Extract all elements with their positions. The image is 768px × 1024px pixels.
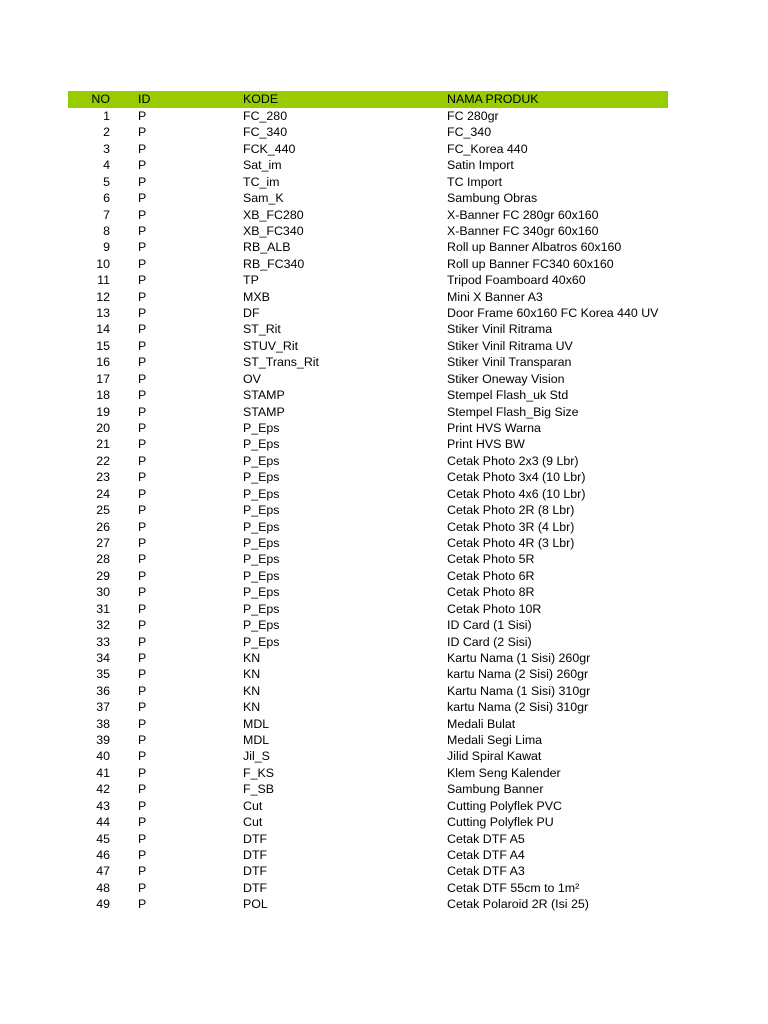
row-kode-cell: P_Eps xyxy=(243,634,280,649)
row-kode-cell: OV xyxy=(243,371,261,386)
row-id-cell: P xyxy=(138,815,147,830)
table-row xyxy=(68,650,668,666)
row-id-cell: P xyxy=(138,256,147,271)
row-kode-cell: STAMP xyxy=(243,404,285,419)
table-row xyxy=(68,289,668,305)
row-no-cell: 39 xyxy=(96,733,110,748)
row-nama-cell: ID Card (2 Sisi) xyxy=(447,634,532,649)
row-id-cell: P xyxy=(138,733,147,748)
row-no-cell: 9 xyxy=(103,240,110,255)
row-nama-cell: Cetak Photo 2R (8 Lbr) xyxy=(447,503,575,518)
row-nama-cell: Cetak Photo 4x6 (10 Lbr) xyxy=(447,486,586,501)
row-id-cell: P xyxy=(138,650,147,665)
row-id-cell: P xyxy=(138,897,147,912)
row-no-cell: 17 xyxy=(96,371,110,386)
row-nama-cell: Cetak Polaroid 2R (Isi 25) xyxy=(447,897,589,912)
row-no-cell: 29 xyxy=(96,568,110,583)
row-kode-cell: FC_280 xyxy=(243,109,288,123)
row-kode-cell: KN xyxy=(243,683,261,698)
row-no-cell: 16 xyxy=(96,355,110,370)
row-nama-cell: Cetak Photo 8R xyxy=(447,585,535,600)
table-row xyxy=(68,141,668,157)
table-row xyxy=(68,124,668,140)
row-id-cell: P xyxy=(138,141,147,156)
row-id-cell: P xyxy=(138,568,147,583)
row-no-cell: 49 xyxy=(96,897,110,912)
row-kode-cell: P_Eps xyxy=(243,421,280,436)
row-id-cell: P xyxy=(138,355,147,370)
row-id-cell: P xyxy=(138,535,147,550)
row-id-cell: P xyxy=(138,338,147,353)
row-no-cell: 34 xyxy=(96,650,110,665)
row-nama-cell: Cetak DTF A3 xyxy=(447,864,525,879)
table-row xyxy=(68,420,668,436)
row-nama-cell: Cutting Polyflek PU xyxy=(447,815,554,830)
header-no: NO xyxy=(91,92,110,106)
row-id-cell: P xyxy=(138,437,147,452)
row-kode-cell: P_Eps xyxy=(243,437,280,452)
row-no-cell: 20 xyxy=(96,421,110,436)
row-id-cell: P xyxy=(138,289,147,304)
row-no-cell: 14 xyxy=(96,322,110,337)
row-no-cell: 38 xyxy=(96,716,110,731)
row-no-cell: 47 xyxy=(96,864,110,879)
row-id-cell: P xyxy=(138,831,147,846)
table-row xyxy=(68,436,668,452)
table-row xyxy=(68,781,668,797)
row-nama-cell: Sambung Banner xyxy=(447,782,544,797)
row-kode-cell: KN xyxy=(243,650,261,665)
row-id-cell: P xyxy=(138,125,147,140)
row-no-cell: 7 xyxy=(103,207,110,222)
row-id-cell: P xyxy=(138,634,147,649)
row-nama-cell: Door Frame 60x160 FC Korea 440 UV xyxy=(447,306,659,321)
row-kode-cell: FC_340 xyxy=(243,125,288,140)
row-id-cell: P xyxy=(138,223,147,238)
row-id-cell: P xyxy=(138,109,147,123)
row-id-cell: P xyxy=(138,519,147,534)
row-no-cell: 18 xyxy=(96,388,110,403)
row-kode-cell: P_Eps xyxy=(243,453,280,468)
table-row xyxy=(68,748,668,764)
row-no-cell: 45 xyxy=(96,831,110,846)
row-no-cell: 3 xyxy=(103,141,110,156)
row-kode-cell: XB_FC280 xyxy=(243,207,304,222)
row-id-cell: P xyxy=(138,306,147,321)
row-kode-cell: FCK_440 xyxy=(243,141,296,156)
table-row xyxy=(68,453,668,469)
table-header-row xyxy=(68,91,668,108)
row-id-cell: P xyxy=(138,453,147,468)
row-kode-cell: F_KS xyxy=(243,765,274,780)
table-row xyxy=(68,666,668,682)
row-kode-cell: ST_Rit xyxy=(243,322,281,337)
row-kode-cell: P_Eps xyxy=(243,519,280,534)
table-row xyxy=(68,765,668,781)
table-row xyxy=(68,371,668,387)
row-no-cell: 13 xyxy=(96,306,110,321)
row-kode-cell: Cut xyxy=(243,815,263,830)
row-id-cell: P xyxy=(138,864,147,879)
row-kode-cell: STUV_Rit xyxy=(243,338,299,353)
table-row xyxy=(68,256,668,272)
row-nama-cell: Stiker Vinil Transparan xyxy=(447,355,572,370)
table-row xyxy=(68,551,668,567)
row-no-cell: 12 xyxy=(96,289,110,304)
table-row xyxy=(68,519,668,535)
table-row xyxy=(68,732,668,748)
row-nama-cell: Cetak Photo 3x4 (10 Lbr) xyxy=(447,470,586,485)
table-row xyxy=(68,338,668,354)
table-row xyxy=(68,174,668,190)
row-nama-cell: Cetak DTF A5 xyxy=(447,831,525,846)
table-row xyxy=(68,798,668,814)
row-no-cell: 26 xyxy=(96,519,110,534)
row-no-cell: 10 xyxy=(96,256,110,271)
row-no-cell: 15 xyxy=(96,338,110,353)
row-kode-cell: KN xyxy=(243,667,261,682)
table-row xyxy=(68,223,668,239)
row-no-cell: 5 xyxy=(103,174,110,189)
table-row xyxy=(68,683,668,699)
table-row xyxy=(68,108,668,124)
row-id-cell: P xyxy=(138,158,147,173)
row-no-cell: 36 xyxy=(96,683,110,698)
row-kode-cell: P_Eps xyxy=(243,568,280,583)
row-id-cell: P xyxy=(138,798,147,813)
row-kode-cell: STAMP xyxy=(243,388,285,403)
row-nama-cell: Cetak Photo 2x3 (9 Lbr) xyxy=(447,453,579,468)
row-kode-cell: DF xyxy=(243,306,260,321)
row-id-cell: P xyxy=(138,207,147,222)
row-id-cell: P xyxy=(138,273,147,288)
row-no-cell: 40 xyxy=(96,749,110,764)
row-nama-cell: Roll up Banner Albatros 60x160 xyxy=(447,240,622,255)
row-no-cell: 21 xyxy=(96,437,110,452)
row-nama-cell: X-Banner FC 340gr 60x160 xyxy=(447,223,599,238)
row-id-cell: P xyxy=(138,667,147,682)
row-no-cell: 11 xyxy=(97,273,110,288)
row-id-cell: P xyxy=(138,174,147,189)
table-row xyxy=(68,354,668,370)
table-row xyxy=(68,601,668,617)
row-nama-cell: Jilid Spiral Kawat xyxy=(447,749,542,764)
product-table xyxy=(68,91,668,913)
row-kode-cell: RB_FC340 xyxy=(243,256,305,271)
row-nama-cell: Roll up Banner FC340 60x160 xyxy=(447,256,614,271)
table-row xyxy=(68,584,668,600)
row-nama-cell: Cetak Photo 3R (4 Lbr) xyxy=(447,519,575,534)
table-body xyxy=(68,108,668,913)
row-nama-cell: Satin Import xyxy=(447,158,514,173)
row-nama-cell: Print HVS BW xyxy=(447,437,525,452)
table-row xyxy=(68,716,668,732)
row-kode-cell: P_Eps xyxy=(243,470,280,485)
row-kode-cell: DTF xyxy=(243,831,268,846)
row-nama-cell: Cetak DTF 55cm to 1m² xyxy=(447,880,580,895)
row-no-cell: 23 xyxy=(96,470,110,485)
row-kode-cell: P_Eps xyxy=(243,585,280,600)
row-no-cell: 4 xyxy=(103,158,110,173)
row-id-cell: P xyxy=(138,585,147,600)
row-no-cell: 19 xyxy=(96,404,110,419)
table-row xyxy=(68,568,668,584)
row-id-cell: P xyxy=(138,601,147,616)
row-nama-cell: Kartu Nama (1 Sisi) 310gr xyxy=(447,683,591,698)
row-nama-cell: Stempel Flash_uk Std xyxy=(447,388,569,403)
row-nama-cell: kartu Nama (2 Sisi) 310gr xyxy=(447,700,589,715)
row-kode-cell: ST_Trans_Rit xyxy=(243,355,319,370)
table-row xyxy=(68,847,668,863)
row-no-cell: 44 xyxy=(96,815,110,830)
row-no-cell: 27 xyxy=(96,535,110,550)
row-no-cell: 41 xyxy=(96,765,110,780)
table-row xyxy=(68,387,668,403)
row-kode-cell: DTF xyxy=(243,864,268,879)
row-id-cell: P xyxy=(138,765,147,780)
row-kode-cell: P_Eps xyxy=(243,486,280,501)
table-row xyxy=(68,190,668,206)
row-no-cell: 30 xyxy=(96,585,110,600)
row-kode-cell: Sam_K xyxy=(243,191,284,206)
header-kode: KODE xyxy=(243,92,279,106)
row-id-cell: P xyxy=(138,847,147,862)
row-id-cell: P xyxy=(138,683,147,698)
row-no-cell: 25 xyxy=(96,503,110,518)
row-nama-cell: kartu Nama (2 Sisi) 260gr xyxy=(447,667,589,682)
row-no-cell: 35 xyxy=(96,667,110,682)
row-no-cell: 8 xyxy=(103,223,110,238)
table-row xyxy=(68,239,668,255)
row-id-cell: P xyxy=(138,716,147,731)
row-no-cell: 28 xyxy=(96,552,110,567)
row-nama-cell: Cetak DTF A4 xyxy=(447,847,525,862)
row-nama-cell: FC_340 xyxy=(447,125,492,140)
row-nama-cell: TC Import xyxy=(447,174,503,189)
row-kode-cell: XB_FC340 xyxy=(243,223,304,238)
row-no-cell: 37 xyxy=(96,700,110,715)
row-kode-cell: Sat_im xyxy=(243,158,282,173)
table-row xyxy=(68,896,668,912)
row-id-cell: P xyxy=(138,618,147,633)
table-row xyxy=(68,617,668,633)
row-kode-cell: RB_ALB xyxy=(243,240,291,255)
row-nama-cell: Tripod Foamboard 40x60 xyxy=(447,273,586,288)
row-nama-cell: Medali Bulat xyxy=(447,716,516,731)
row-kode-cell: KN xyxy=(243,700,261,715)
table-row xyxy=(68,502,668,518)
row-nama-cell: FC 280gr xyxy=(447,109,499,123)
header-nama-produk: NAMA PRODUK xyxy=(447,92,539,106)
row-nama-cell: ID Card (1 Sisi) xyxy=(447,618,532,633)
table-row xyxy=(68,634,668,650)
row-kode-cell: MDL xyxy=(243,716,270,731)
row-no-cell: 6 xyxy=(103,191,110,206)
row-kode-cell: MXB xyxy=(243,289,270,304)
row-kode-cell: DTF xyxy=(243,847,268,862)
table-row xyxy=(68,814,668,830)
table-row xyxy=(68,486,668,502)
row-nama-cell: Stempel Flash_Big Size xyxy=(447,404,579,419)
row-nama-cell: Mini X Banner A3 xyxy=(447,289,543,304)
row-kode-cell: P_Eps xyxy=(243,618,280,633)
row-id-cell: P xyxy=(138,421,147,436)
row-nama-cell: Cetak Photo 5R xyxy=(447,552,535,567)
row-nama-cell: Sambung Obras xyxy=(447,191,538,206)
row-nama-cell: Medali Segi Lima xyxy=(447,733,543,748)
table-row xyxy=(68,404,668,420)
table-row xyxy=(68,535,668,551)
row-id-cell: P xyxy=(138,322,147,337)
row-kode-cell: Jil_S xyxy=(243,749,270,764)
row-no-cell: 22 xyxy=(96,453,110,468)
row-id-cell: P xyxy=(138,371,147,386)
row-id-cell: P xyxy=(138,388,147,403)
row-kode-cell: DTF xyxy=(243,880,268,895)
table-row xyxy=(68,321,668,337)
table-row xyxy=(68,699,668,715)
row-no-cell: 32 xyxy=(96,618,110,633)
row-nama-cell: X-Banner FC 280gr 60x160 xyxy=(447,207,599,222)
row-id-cell: P xyxy=(138,552,147,567)
header-id: ID xyxy=(138,92,151,106)
row-kode-cell: P_Eps xyxy=(243,535,280,550)
row-id-cell: P xyxy=(138,749,147,764)
row-kode-cell: P_Eps xyxy=(243,601,280,616)
row-id-cell: P xyxy=(138,404,147,419)
row-no-cell: 1 xyxy=(103,109,110,123)
row-no-cell: 33 xyxy=(96,634,110,649)
row-kode-cell: TP xyxy=(243,273,259,288)
row-nama-cell: Kartu Nama (1 Sisi) 260gr xyxy=(447,650,591,665)
row-id-cell: P xyxy=(138,240,147,255)
row-nama-cell: Stiker Vinil Ritrama xyxy=(447,322,553,337)
row-nama-cell: Cetak Photo 6R xyxy=(447,568,535,583)
table-row xyxy=(68,880,668,896)
row-kode-cell: TC_im xyxy=(243,174,280,189)
row-nama-cell: FC_Korea 440 xyxy=(447,141,528,156)
row-no-cell: 48 xyxy=(96,880,110,895)
table-row xyxy=(68,863,668,879)
row-id-cell: P xyxy=(138,880,147,895)
row-kode-cell: MDL xyxy=(243,733,270,748)
row-id-cell: P xyxy=(138,700,147,715)
row-nama-cell: Stiker Vinil Ritrama UV xyxy=(447,338,573,353)
table-row xyxy=(68,831,668,847)
table-row xyxy=(68,305,668,321)
row-no-cell: 43 xyxy=(96,798,110,813)
row-id-cell: P xyxy=(138,782,147,797)
table-row xyxy=(68,157,668,173)
row-nama-cell: Klem Seng Kalender xyxy=(447,765,561,780)
row-kode-cell: POL xyxy=(243,897,268,912)
row-nama-cell: Cutting Polyflek PVC xyxy=(447,798,563,813)
row-id-cell: P xyxy=(138,470,147,485)
row-nama-cell: Cetak Photo 4R (3 Lbr) xyxy=(447,535,575,550)
row-nama-cell: Stiker Oneway Vision xyxy=(447,371,565,386)
row-id-cell: P xyxy=(138,486,147,501)
row-id-cell: P xyxy=(138,191,147,206)
table-row xyxy=(68,207,668,223)
table-row xyxy=(68,469,668,485)
row-no-cell: 46 xyxy=(96,847,110,862)
row-kode-cell: Cut xyxy=(243,798,263,813)
row-no-cell: 31 xyxy=(96,601,110,616)
row-kode-cell: P_Eps xyxy=(243,503,280,518)
row-kode-cell: F_SB xyxy=(243,782,274,797)
table-row xyxy=(68,272,668,288)
row-no-cell: 2 xyxy=(103,125,110,140)
row-nama-cell: Cetak Photo 10R xyxy=(447,601,542,616)
row-nama-cell: Print HVS Warna xyxy=(447,421,541,436)
row-no-cell: 42 xyxy=(96,782,110,797)
row-no-cell: 24 xyxy=(96,486,110,501)
row-kode-cell: P_Eps xyxy=(243,552,280,567)
row-id-cell: P xyxy=(138,503,147,518)
